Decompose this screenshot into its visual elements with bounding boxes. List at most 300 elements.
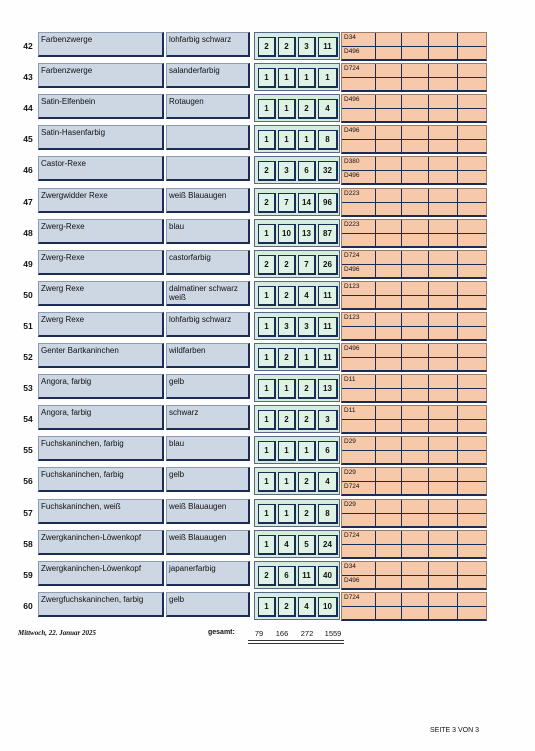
row-number: 42	[23, 41, 33, 51]
count-group	[254, 343, 340, 371]
grid-line	[457, 437, 458, 463]
grid-line	[375, 282, 376, 308]
count-cell: 2	[258, 37, 276, 57]
count-group	[254, 561, 340, 589]
breed-name: Farbenzwerge	[38, 32, 164, 57]
club-code: D223	[344, 189, 360, 197]
count-cell: 1	[258, 535, 276, 555]
club-code: D724	[344, 65, 360, 73]
grid-line	[401, 531, 402, 557]
count-cell: 2	[258, 566, 276, 586]
count-cell: 1	[298, 348, 316, 368]
code-box	[341, 250, 487, 279]
row-number: 55	[23, 445, 33, 456]
table-row	[18, 250, 488, 281]
row-number: 54	[23, 414, 33, 425]
grid-line	[428, 282, 429, 308]
breed-name: Farbenzwerge	[38, 63, 164, 88]
club-code: D123	[344, 313, 360, 321]
grid-line	[375, 251, 376, 277]
count-cell: 13	[298, 224, 316, 244]
grid-line	[457, 189, 458, 215]
count-cell: 2	[278, 286, 296, 306]
breed-name: Angora, farbig	[38, 405, 164, 430]
count-cell: 32	[318, 161, 338, 181]
count-cell: 11	[318, 37, 338, 57]
count-group	[254, 530, 340, 558]
table-row	[18, 156, 488, 187]
grid-line	[375, 562, 376, 588]
grid-line	[457, 282, 458, 308]
count-cell: 11	[318, 286, 338, 306]
count-cell: 2	[278, 37, 296, 57]
breed-name: Genter Bartkaninchen	[38, 343, 164, 368]
breed-name: Zwerg Rexe	[38, 312, 164, 337]
club-code: D496	[344, 48, 360, 55]
row-number: 56	[23, 476, 33, 487]
code-divider	[342, 326, 486, 327]
grid-line	[401, 64, 402, 90]
table-row	[18, 188, 488, 219]
grid-line	[457, 157, 458, 183]
row-number: 58	[23, 538, 33, 549]
count-cell: 8	[318, 504, 338, 524]
grid-line	[401, 313, 402, 339]
club-code: D11	[344, 407, 356, 415]
count-cell: 3	[318, 410, 338, 430]
count-cell: 3	[298, 37, 316, 57]
grid-line	[375, 344, 376, 370]
grid-line	[428, 437, 429, 463]
grid-line	[428, 157, 429, 183]
count-group	[254, 94, 340, 122]
table-row	[18, 219, 488, 250]
count-cell: 1	[278, 99, 296, 119]
count-cell: 1	[258, 441, 276, 461]
total-4: 1559	[324, 629, 342, 638]
code-divider	[342, 481, 486, 482]
row-number: 60	[23, 600, 33, 611]
club-code: D29	[344, 469, 356, 477]
grid-line	[428, 562, 429, 588]
grid-line	[428, 64, 429, 90]
count-cell: 3	[278, 317, 296, 337]
table-row	[18, 374, 488, 405]
row-number: 45	[23, 134, 33, 145]
code-box	[341, 94, 487, 123]
count-group	[254, 312, 340, 340]
grid-line	[457, 95, 458, 121]
grid-line	[428, 33, 429, 59]
row-number: 43	[23, 72, 33, 83]
breed-color: salanderfarbig	[166, 63, 250, 88]
count-cell: 1	[258, 99, 276, 119]
grid-line	[428, 313, 429, 339]
club-code: D496	[344, 576, 360, 584]
club-code: D11	[344, 376, 356, 384]
count-cell: 2	[278, 348, 296, 368]
club-code: D496	[344, 172, 360, 180]
grid-line	[375, 375, 376, 401]
grid-line	[401, 251, 402, 277]
count-group	[254, 219, 340, 247]
grid-line	[457, 468, 458, 494]
count-cell: 3	[278, 161, 296, 181]
code-box	[341, 156, 487, 185]
grid-line	[375, 64, 376, 90]
count-cell: 1	[278, 130, 296, 150]
grid-line	[457, 220, 458, 246]
count-cell: 1	[298, 441, 316, 461]
grid-line	[401, 562, 402, 588]
count-cell: 1	[258, 224, 276, 244]
page-info: SEITE 3 VON 3	[430, 727, 480, 734]
code-divider	[342, 77, 486, 78]
total-1: 79	[254, 629, 264, 638]
count-group	[254, 188, 340, 216]
count-cell: 2	[258, 193, 276, 213]
count-cell: 2	[298, 379, 316, 399]
grid-line	[457, 251, 458, 277]
grid-line	[428, 95, 429, 121]
grid-line	[457, 531, 458, 557]
code-box	[341, 343, 487, 372]
code-divider	[342, 513, 486, 514]
breed-color: blau	[166, 219, 250, 244]
count-cell: 1	[298, 68, 316, 88]
grid-line	[457, 313, 458, 339]
grid-line	[428, 344, 429, 370]
grid-line	[457, 500, 458, 526]
grid-line	[401, 344, 402, 370]
count-cell: 4	[298, 286, 316, 306]
club-code: D34	[344, 562, 356, 570]
table-row	[18, 467, 488, 498]
grid-line	[401, 406, 402, 432]
breed-name: Fuchskaninchen, farbig	[38, 467, 164, 492]
count-group	[254, 592, 340, 620]
grid-line	[401, 468, 402, 494]
row-number: 51	[23, 320, 33, 331]
count-group	[254, 125, 340, 153]
breed-color: gelb	[166, 467, 250, 492]
count-cell: 2	[298, 99, 316, 119]
code-divider	[342, 450, 486, 451]
count-cell: 87	[318, 224, 338, 244]
table-row	[18, 436, 488, 467]
count-cell: 1	[258, 68, 276, 88]
grid-line	[375, 313, 376, 339]
grid-line	[457, 33, 458, 59]
breed-name: Zwergfuchskaninchen, farbig	[38, 592, 164, 617]
code-box	[341, 592, 487, 621]
breed-name: Fuchskaninchen, farbig	[38, 436, 164, 461]
row-number: 48	[23, 227, 33, 238]
code-divider	[342, 264, 486, 265]
total-double-underline	[248, 643, 344, 644]
table-row	[18, 343, 488, 374]
breed-color: gelb	[166, 592, 250, 617]
grid-line	[428, 220, 429, 246]
table-row	[18, 281, 488, 312]
total-underline	[248, 640, 344, 641]
gesamt-label: gesamt:	[208, 629, 235, 636]
count-cell: 10	[318, 597, 338, 617]
breed-color: blau	[166, 436, 250, 461]
breed-color: lohfarbig schwarz	[166, 312, 250, 337]
code-box	[341, 530, 487, 559]
code-box	[341, 188, 487, 217]
grid-line	[401, 157, 402, 183]
code-box	[341, 499, 487, 528]
breed-color	[166, 156, 250, 181]
grid-line	[375, 468, 376, 494]
count-cell: 4	[318, 472, 338, 492]
grid-line	[375, 220, 376, 246]
count-cell: 3	[298, 317, 316, 337]
count-cell: 10	[278, 224, 296, 244]
table-row	[18, 561, 488, 592]
count-group	[254, 250, 340, 278]
grid-line	[428, 593, 429, 619]
code-box	[341, 436, 487, 465]
count-cell: 1	[278, 379, 296, 399]
code-divider	[342, 233, 486, 234]
row-number: 44	[23, 103, 33, 114]
count-cell: 11	[318, 348, 338, 368]
grid-line	[428, 375, 429, 401]
grid-line	[401, 437, 402, 463]
breed-color: japanerfarbig	[166, 561, 250, 586]
row-number: 53	[23, 383, 33, 394]
club-code: D724	[344, 251, 360, 259]
count-cell: 40	[318, 566, 338, 586]
code-divider	[342, 357, 486, 358]
grid-line	[375, 157, 376, 183]
count-cell: 4	[278, 535, 296, 555]
table-row	[18, 63, 488, 94]
breed-color: schwarz	[166, 405, 250, 430]
breed-color: weiß Blauaugen	[166, 188, 250, 213]
count-cell: 6	[298, 161, 316, 181]
club-code: D29	[344, 500, 356, 508]
code-box	[341, 467, 487, 496]
count-cell: 26	[318, 255, 338, 275]
table-row	[18, 32, 488, 63]
breed-name: Satin-Elfenbein	[38, 94, 164, 119]
count-cell: 13	[318, 379, 338, 399]
breed-name: Fuchskaninchen, weiß	[38, 499, 164, 524]
breed-color: Rotaugen	[166, 94, 250, 119]
club-code: D724	[344, 593, 360, 601]
grid-line	[375, 406, 376, 432]
grid-line	[375, 593, 376, 619]
club-code: D29	[344, 438, 356, 446]
code-divider	[342, 388, 486, 389]
count-cell: 2	[278, 255, 296, 275]
grid-line	[401, 593, 402, 619]
club-code: D380	[344, 158, 360, 166]
breed-color: weiß Blauaugen	[166, 499, 250, 524]
breed-name: Zwergwidder Rexe	[38, 188, 164, 213]
grid-line	[375, 500, 376, 526]
count-cell: 1	[278, 441, 296, 461]
count-cell: 1	[258, 410, 276, 430]
grid-line	[457, 344, 458, 370]
row-number: 50	[23, 289, 33, 300]
count-cell: 2	[278, 410, 296, 430]
code-box	[341, 561, 487, 590]
club-code: D496	[344, 345, 360, 352]
grid-line	[428, 126, 429, 152]
grid-line	[375, 33, 376, 59]
row-number: 57	[23, 507, 33, 518]
grid-line	[401, 33, 402, 59]
code-box	[341, 63, 487, 92]
code-box	[341, 32, 487, 61]
breed-color: lohfarbig schwarz	[166, 32, 250, 57]
total-3: 272	[300, 629, 314, 638]
table-row	[18, 312, 488, 343]
count-cell: 1	[258, 130, 276, 150]
breed-color: wildfarben	[166, 343, 250, 368]
count-group	[254, 63, 340, 91]
total-2: 166	[275, 629, 289, 638]
club-code: D496	[344, 265, 360, 273]
grid-line	[401, 189, 402, 215]
table-row	[18, 592, 488, 623]
count-cell: 2	[298, 504, 316, 524]
grid-line	[428, 531, 429, 557]
grid-line	[428, 468, 429, 494]
count-cell: 1	[278, 472, 296, 492]
count-group	[254, 436, 340, 464]
count-cell: 7	[278, 193, 296, 213]
table-row	[18, 125, 488, 156]
row-number: 49	[23, 258, 33, 269]
count-cell: 1	[258, 286, 276, 306]
count-cell: 8	[318, 130, 338, 150]
breed-color	[166, 125, 250, 150]
club-code: D724	[344, 531, 360, 539]
code-divider	[342, 419, 486, 420]
row-number: 52	[23, 352, 33, 362]
grid-line	[457, 593, 458, 619]
count-cell: 1	[298, 130, 316, 150]
grid-line	[375, 437, 376, 463]
club-code: D724	[344, 483, 360, 491]
breed-name: Angora, farbig	[38, 374, 164, 399]
grid-line	[428, 189, 429, 215]
count-cell: 1	[258, 597, 276, 617]
grid-line	[375, 531, 376, 557]
grid-line	[375, 189, 376, 215]
count-group	[254, 374, 340, 402]
code-box	[341, 219, 487, 248]
grid-line	[457, 375, 458, 401]
count-cell: 1	[258, 317, 276, 337]
count-group	[254, 156, 340, 184]
code-divider	[342, 170, 486, 171]
count-cell: 2	[258, 161, 276, 181]
count-cell: 6	[318, 441, 338, 461]
grid-line	[457, 126, 458, 152]
table-row	[18, 405, 488, 436]
code-box	[341, 281, 487, 310]
count-cell: 2	[258, 255, 276, 275]
breed-name: Zwergkaninchen-Löwenkopf	[38, 561, 164, 586]
count-cell: 24	[318, 535, 338, 555]
count-cell: 1	[258, 379, 276, 399]
count-cell: 4	[318, 99, 338, 119]
grid-line	[375, 126, 376, 152]
footer-date: Mittwoch, 22. Januar 2025	[18, 629, 96, 637]
code-box	[341, 312, 487, 341]
count-group	[254, 281, 340, 309]
code-divider	[342, 46, 486, 47]
grid-line	[428, 500, 429, 526]
count-cell: 14	[298, 193, 316, 213]
code-divider	[342, 575, 486, 576]
code-divider	[342, 139, 486, 140]
count-cell: 1	[318, 68, 338, 88]
breed-name: Satin-Hasenfarbig	[38, 125, 164, 150]
code-box	[341, 125, 487, 154]
grid-line	[401, 500, 402, 526]
breed-name: Zwerg Rexe	[38, 281, 164, 306]
grid-line	[401, 126, 402, 152]
count-cell: 1	[258, 348, 276, 368]
breed-name: Zwerg-Rexe	[38, 250, 164, 275]
grid-line	[457, 406, 458, 432]
count-group	[254, 32, 340, 60]
grid-line	[428, 251, 429, 277]
count-cell: 4	[298, 597, 316, 617]
grid-line	[401, 220, 402, 246]
count-cell: 2	[278, 597, 296, 617]
grid-line	[375, 95, 376, 121]
count-cell: 11	[298, 566, 316, 586]
code-divider	[342, 202, 486, 203]
club-code: D496	[344, 96, 360, 104]
count-cell: 5	[298, 535, 316, 555]
count-cell: 2	[298, 472, 316, 492]
table-row	[18, 530, 488, 561]
grid-line	[401, 282, 402, 308]
club-code: D34	[344, 34, 356, 41]
code-divider	[342, 295, 486, 296]
row-number: 59	[23, 569, 33, 580]
count-group	[254, 405, 340, 433]
breed-name: Castor-Rexe	[38, 156, 164, 181]
count-cell: 1	[278, 504, 296, 524]
count-cell: 6	[278, 566, 296, 586]
count-cell: 7	[298, 255, 316, 275]
club-code: D496	[344, 127, 360, 135]
grid-line	[457, 562, 458, 588]
grid-line	[401, 375, 402, 401]
breed-color: weiß Blauaugen	[166, 530, 250, 555]
breed-name: Zwergkaninchen-Löwenkopf	[38, 530, 164, 555]
count-cell: 1	[258, 504, 276, 524]
club-code: D123	[344, 282, 360, 290]
breed-name: Zwerg-Rexe	[38, 219, 164, 244]
club-code: D223	[344, 220, 360, 228]
count-cell: 1	[258, 472, 276, 492]
code-divider	[342, 544, 486, 545]
breed-color: castorfarbig	[166, 250, 250, 275]
code-divider	[342, 108, 486, 109]
